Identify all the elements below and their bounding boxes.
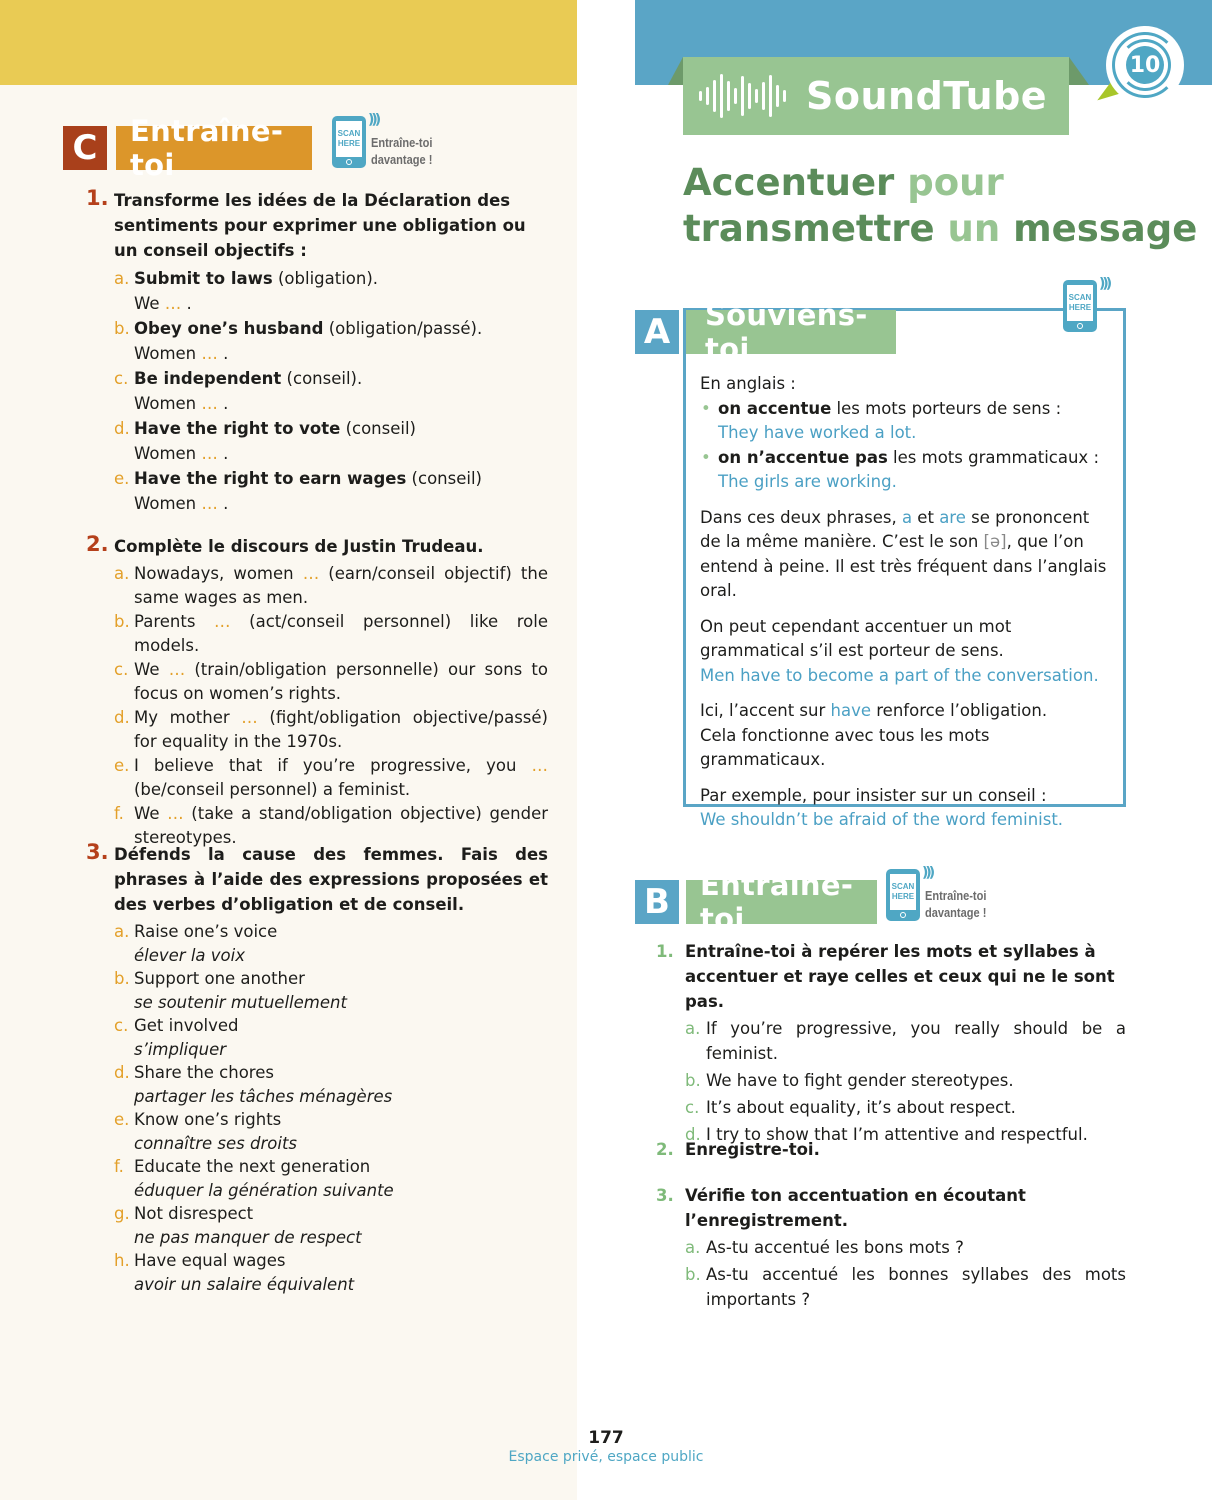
expression-en: Share the chores	[134, 1063, 274, 1082]
exercise-number: 3.	[86, 840, 109, 864]
page-title	[683, 160, 1197, 252]
expression-fr: éduquer la génération suivante	[134, 1180, 394, 1200]
item-text: (be/conseil personnel) a feminist.	[134, 779, 411, 799]
item-label: a.	[114, 269, 130, 288]
expression-en: Get involved	[134, 1016, 239, 1035]
item-label: b.	[114, 612, 130, 631]
item-hint: (obligation/passé).	[323, 319, 483, 338]
exercise-prompt: Transforme les idées de la Déclaration des sentiments pour exprimer une obligation ou un conseil objectifs :	[114, 191, 526, 260]
unit-badge	[1106, 26, 1184, 104]
scan-caption-line2: davantage !	[925, 905, 987, 920]
item-text: We	[134, 804, 168, 823]
exercise-prompt: Enregistre-toi.	[685, 1140, 820, 1159]
scan-line1: SCAN	[337, 129, 361, 138]
title-word: un	[947, 207, 1001, 250]
exercise-item	[114, 706, 548, 753]
exercise-item	[114, 1061, 548, 1108]
item-prompt	[134, 316, 554, 341]
blank-placeholder[interactable]: …	[164, 294, 182, 313]
ribbon-fold-left	[668, 57, 683, 85]
wireless-icon: )))	[1099, 276, 1110, 292]
answer-line	[134, 341, 554, 366]
phone-icon	[886, 869, 920, 921]
exercise-prompt: Vérifie ton accentuation en écoutant l’enregistrement.	[685, 1186, 1026, 1230]
item-prompt	[134, 416, 554, 441]
scan-line2: HERE	[891, 892, 915, 901]
souviens-toi-content	[700, 372, 1115, 844]
title-word: pour	[907, 161, 1004, 204]
intro-text: En anglais :	[700, 374, 796, 393]
blank-placeholder[interactable]: …	[201, 394, 218, 413]
exercise-item	[114, 610, 548, 657]
blank-placeholder[interactable]: …	[168, 660, 186, 679]
item-text: (fight/obligation objective/passé) for equality in the 1970s.	[134, 708, 548, 751]
item-hint: (conseil)	[406, 469, 482, 488]
exercise-item	[114, 1014, 548, 1061]
item-label: f.	[114, 1157, 124, 1176]
exercise-body	[685, 1137, 1126, 1162]
exercise-number: 1.	[86, 186, 109, 210]
section-a-letter: A	[635, 310, 679, 354]
rule-text: les mots porteurs de sens :	[831, 398, 1062, 418]
exercise-item	[114, 1155, 548, 1202]
item-text: As-tu accentué les bonnes syllabes des mots importants ?	[706, 1265, 1126, 1309]
scan-line1: SCAN	[1068, 293, 1092, 302]
exercise-item	[114, 266, 554, 316]
rule-bullet	[700, 397, 1115, 446]
explanation-paragraph: Dans ces deux phrases, a et are se prononcent de la même manière. C’est le son [ə], que l’on entend à peine. Il est très fréquent dans l’anglais oral.	[700, 507, 1107, 600]
item-label: c.	[114, 660, 129, 679]
item-text: (act/conseil personnel) like role models.	[134, 612, 548, 655]
item-prompt	[134, 366, 554, 391]
item-hint: (obligation).	[272, 269, 379, 288]
chapter-subtitle: Espace privé, espace public	[508, 1449, 704, 1465]
exercise-b3	[656, 1183, 1126, 1312]
wireless-icon: )))	[922, 865, 933, 881]
title-word: transmettre	[683, 207, 935, 250]
item-hint: (conseil)	[340, 419, 416, 438]
blank-placeholder[interactable]: …	[531, 756, 548, 775]
exercise-item	[114, 562, 548, 609]
exercise-item	[685, 1235, 1126, 1260]
item-label: b.	[114, 969, 130, 988]
example-sentence: They have worked a lot.	[718, 423, 917, 442]
item-text: Parents	[134, 612, 215, 631]
answer-line	[134, 291, 554, 316]
blank-placeholder[interactable]: …	[214, 612, 231, 631]
left-header-band	[0, 0, 577, 85]
item-text: As-tu accentué les bons mots ?	[706, 1238, 964, 1257]
exercise-item	[685, 1068, 1126, 1093]
scan-line1: SCAN	[891, 882, 915, 891]
punctuation: .	[217, 394, 229, 413]
scan-caption	[925, 887, 986, 921]
exercise-item	[685, 1016, 1126, 1066]
section-b-title: Entraîne-toi	[686, 880, 877, 924]
item-label: b.	[685, 1071, 701, 1090]
exercise-item	[685, 1262, 1126, 1312]
section-c-title: Entraîne-toi	[116, 126, 312, 170]
item-label: e.	[114, 469, 130, 488]
example-sentence: The girls are working.	[718, 472, 897, 491]
item-phrase: Submit to laws	[134, 269, 273, 288]
left-page	[0, 0, 577, 1500]
exercise-b2	[656, 1137, 1126, 1162]
blank-placeholder[interactable]: …	[201, 344, 218, 363]
expression-en: Know one’s rights	[134, 1110, 282, 1129]
example-sentence: Men have to become a part of the conversation.	[700, 665, 1099, 685]
item-label: h.	[114, 1251, 130, 1270]
item-phrase: Have the right to earn wages	[134, 469, 407, 488]
exercise-prompt: Défends la cause des femmes. Fais des phrases à l’aide des expressions proposées et des verbes d’obligation et de conseil.	[114, 845, 548, 914]
wireless-icon: )))	[368, 112, 379, 128]
exercise-c1	[86, 186, 554, 516]
unit-number: 10	[1126, 46, 1164, 84]
item-label: d.	[114, 419, 130, 438]
item-label: g.	[114, 1204, 130, 1223]
section-a-header	[635, 298, 896, 366]
expression-fr: s’impliquer	[134, 1039, 227, 1059]
expression-en: Educate the next generation	[134, 1157, 371, 1176]
expression-fr: avoir un salaire équivalent	[134, 1274, 355, 1294]
expression-en: Have equal wages	[134, 1251, 286, 1270]
explanation-paragraph: Par exemple, pour insister sur un conseil : We shouldn’t be afraid of the word feminist.	[700, 785, 1064, 829]
item-text: I try to show that I’m attentive and respectful.	[706, 1125, 1088, 1144]
blank-placeholder[interactable]: …	[302, 564, 320, 583]
punctuation: .	[217, 344, 229, 363]
punctuation: .	[217, 444, 229, 463]
exercise-c2	[86, 532, 549, 850]
item-label: b.	[114, 319, 130, 338]
answer-line	[134, 391, 554, 416]
expression-en: Raise one’s voice	[134, 922, 278, 941]
item-phrase: Be independent	[134, 369, 282, 388]
item-label: d.	[114, 708, 130, 727]
exercise-item	[114, 1202, 548, 1249]
exercise-number: 1.	[656, 942, 674, 961]
item-text: We have to fight gender stereotypes.	[706, 1071, 1014, 1090]
exercise-body	[685, 1183, 1126, 1312]
exercise-prompt: Complète le discours de Justin Trudeau.	[114, 537, 484, 556]
item-text: (train/obligation personnelle) our sons to focus on women’s rights.	[134, 660, 548, 703]
phone-icon	[332, 116, 366, 168]
exercise-item	[114, 754, 548, 801]
item-hint: (conseil).	[281, 369, 363, 388]
exercise-c3	[86, 840, 548, 1296]
soundtube-title: SoundTube	[806, 74, 1048, 118]
section-c-header	[63, 114, 312, 182]
item-label: c.	[685, 1098, 700, 1117]
item-label: e.	[114, 1110, 130, 1129]
answer-start: Women	[134, 444, 197, 463]
exercise-number: 2.	[656, 1140, 674, 1159]
item-label: c.	[114, 369, 129, 388]
exercise-item	[114, 1249, 548, 1296]
scan-caption	[371, 134, 432, 168]
item-text: We	[134, 660, 169, 679]
expression-en: Support one another	[134, 969, 305, 988]
ipa-symbol: [ə]	[983, 532, 1007, 551]
section-c-letter: C	[63, 126, 107, 170]
answer-line	[134, 491, 554, 516]
item-phrase: Have the right to vote	[134, 419, 341, 438]
explanation-paragraph: On peut cependant accentuer un mot grammatical s’il est porteur de sens. Men have to become a part of the conversation.	[700, 616, 1099, 685]
rule-text: les mots grammaticaux :	[887, 447, 1100, 467]
soundtube-ribbon	[683, 57, 1069, 135]
answer-start: We	[134, 294, 160, 313]
blank-placeholder[interactable]: …	[201, 494, 218, 513]
blank-placeholder[interactable]: …	[167, 804, 184, 823]
scan-here-badge[interactable]	[332, 112, 443, 168]
exercise-item	[114, 967, 548, 1014]
explanation-paragraph: Ici, l’accent sur have renforce l’obligation. Cela fonctionne avec tous les mots grammaticaux.	[700, 701, 1048, 769]
rule-bold: on accentue	[718, 398, 832, 418]
item-phrase: Obey one’s husband	[134, 319, 324, 338]
item-label: a.	[114, 564, 130, 583]
blank-placeholder[interactable]: …	[201, 444, 218, 463]
exercise-item	[114, 658, 548, 705]
punctuation: .	[217, 494, 229, 513]
item-label: a.	[685, 1019, 701, 1038]
item-label: c.	[114, 1016, 129, 1035]
page-footer	[0, 1428, 1212, 1466]
exercise-item	[114, 920, 548, 967]
item-label: d.	[685, 1125, 701, 1144]
expression-fr: connaître ses droits	[134, 1133, 298, 1153]
rule-bullet	[700, 446, 1115, 495]
section-b-letter: B	[635, 880, 679, 924]
answer-line	[134, 441, 554, 466]
expression-fr: élever la voix	[134, 945, 245, 965]
section-b-header	[635, 868, 877, 936]
answer-start: Women	[134, 494, 197, 513]
scan-here-badge-a[interactable]	[1063, 276, 1110, 332]
item-text: (take a stand/obligation objective) gender stereotypes.	[134, 804, 549, 847]
answer-start: Women	[134, 344, 197, 363]
scan-caption-line2: davantage !	[371, 152, 433, 167]
scan-caption-line1: Entraîne-toi	[371, 135, 433, 150]
item-label: b.	[685, 1265, 701, 1284]
punctuation: .	[181, 294, 192, 313]
expression-en: Not disrespect	[134, 1204, 254, 1223]
exercise-item	[114, 316, 554, 366]
item-prompt	[134, 466, 554, 491]
title-word: message	[1013, 207, 1198, 250]
page-number: 177	[588, 1428, 624, 1448]
expression-fr: partager les tâches ménagères	[134, 1086, 393, 1106]
scan-line2: HERE	[337, 139, 361, 148]
item-label: f.	[114, 804, 124, 823]
item-label: d.	[114, 1063, 130, 1082]
exercise-b1	[656, 939, 1126, 1147]
scan-caption-line1: Entraîne-toi	[925, 888, 987, 903]
scan-here-badge-b[interactable]	[886, 865, 997, 921]
ribbon-fold-right	[1069, 57, 1089, 85]
exercise-item	[114, 466, 554, 516]
scan-line2: HERE	[1068, 303, 1092, 312]
title-word: Accentuer	[683, 161, 895, 204]
phone-icon	[1063, 280, 1097, 332]
rule-bold: on n’accentue pas	[718, 447, 888, 467]
section-a-title: Souviens-toi	[686, 310, 896, 354]
expression-fr: ne pas manquer de respect	[134, 1227, 362, 1247]
exercise-body	[685, 939, 1126, 1147]
item-label: e.	[114, 756, 130, 775]
blank-placeholder[interactable]: …	[241, 708, 258, 727]
exercise-item	[685, 1095, 1126, 1120]
highlight-word: have	[830, 701, 872, 720]
item-label: a.	[114, 922, 130, 941]
item-text: It’s about equality, it’s about respect.	[706, 1098, 1016, 1117]
exercise-prompt: Entraîne-toi à repérer les mots et syllabes à accentuer et raye celles et ceux qui ne le sont pas.	[685, 942, 1115, 1011]
exercise-item	[114, 416, 554, 466]
item-label: a.	[685, 1238, 701, 1257]
soundwave-icon	[699, 71, 786, 121]
highlight-word: are	[939, 507, 966, 527]
item-text: (earn/conseil objectif) the same wages as men.	[134, 564, 548, 607]
exercise-item	[114, 366, 554, 416]
item-text: I believe that if you’re progressive, you	[134, 756, 532, 775]
expression-fr: se soutenir mutuellement	[134, 992, 347, 1012]
exercise-item	[114, 1108, 548, 1155]
highlight-word: a	[901, 507, 913, 527]
item-prompt	[134, 266, 554, 291]
exercise-number: 3.	[656, 1186, 674, 1205]
item-text: Nowadays, women	[134, 564, 303, 583]
exercise-number: 2.	[86, 532, 109, 556]
item-text: My mother	[134, 708, 242, 727]
example-sentence: We shouldn’t be afraid of the word feminist.	[700, 810, 1064, 829]
answer-start: Women	[134, 394, 197, 413]
item-text: If you’re progressive, you really should be a feminist.	[706, 1019, 1126, 1063]
